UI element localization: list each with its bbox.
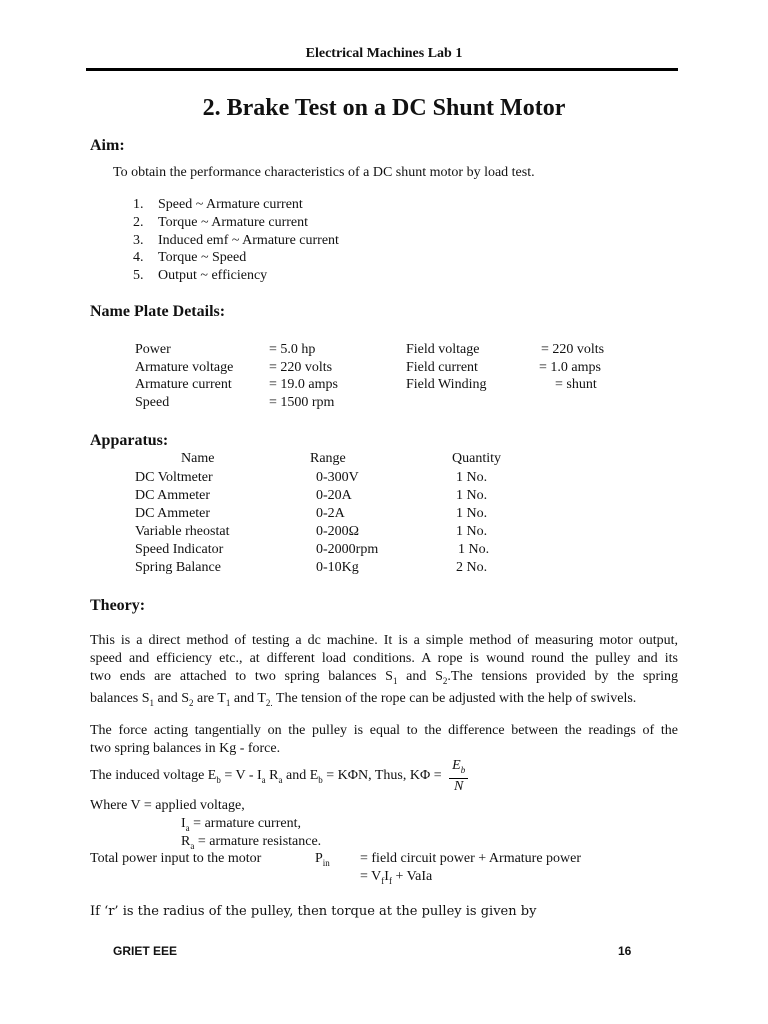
list-item: 3. Induced emf ~ Armature current: [133, 232, 339, 248]
apparatus-col-quantity: Quantity: [452, 451, 501, 466]
list-item: 1. Speed ~ Armature current: [133, 197, 303, 212]
list-item: 5. Output ~ efficiency: [133, 268, 268, 284]
table-cell: DC Ammeter: [135, 506, 211, 521]
header-rule: [86, 68, 678, 71]
table-cell: 1 No.: [458, 542, 490, 557]
apparatus-col-range: Range: [310, 451, 346, 466]
nameplate-heading: Name Plate Details:: [90, 303, 226, 320]
nameplate-right-labels: Field voltage Field current Field Winding: [406, 342, 487, 393]
table-cell: 1 No.: [456, 488, 488, 503]
table-cell: DC Ammeter: [135, 488, 211, 503]
theory-paragraph-2: The force acting tangentially on the pulley is equal to the difference between the readings of the two spring balances in Kg - force.: [90, 723, 678, 756]
table-cell: DC Voltmeter: [135, 470, 213, 485]
aim-list: [133, 196, 339, 285]
table-cell: 0-300V: [316, 470, 359, 485]
table-cell: Spring Balance: [135, 560, 221, 575]
fraction-eb-over-n: $\frac{E_b}{N}$: [449, 758, 468, 794]
list-item: 2. Torque ~ Armature current: [133, 214, 309, 230]
aim-heading: Aim:: [90, 137, 125, 154]
ia-definition: $I_a$ = armature current,: [181, 816, 301, 833]
ra-definition: $R_a$ = armature resistance.: [181, 834, 322, 851]
power-input-symbol: $P_{in}$: [315, 851, 330, 868]
table-cell: 1 No.: [456, 506, 488, 521]
apparatus-ranges: [316, 469, 378, 577]
nameplate-left-labels: Power Armature voltage Armature current Speed: [135, 342, 234, 410]
table-cell: 2 No.: [456, 560, 488, 575]
theory-paragraph-1: This is a direct method of testing a dc machine. It is a simple method of measuring motor output, speed and efficiency etc., at different load conditions. A rope is wound round the pulley and its two ends are attached to two spring balances $S_1$ and $S_2.The$ tensions provided by the spring balances $S_1$ and $S_2$ are $T_1$ and $T_{2.}$ The tension of the rope can be adjusted with the help of swivels.: [90, 633, 678, 708]
table-cell: 0-10Kg: [316, 560, 359, 575]
table-cell: 0-200Ω: [316, 524, 360, 539]
page-number: 16: [618, 944, 632, 958]
theory-heading: Theory:: [90, 597, 146, 614]
power-input-eq1: = field circuit power + Armature power: [360, 851, 582, 866]
footer-department: GRIET EEE: [113, 944, 178, 958]
apparatus-heading: Apparatus:: [90, 432, 169, 449]
table-cell: 0-20A: [316, 488, 352, 503]
where-line: Where V = applied voltage,: [90, 798, 245, 813]
induced-voltage-equation: The induced voltage $E_b = V - I_a$ $R_a$ and $E_b = K\Phi N$, Thus, KΦ = $\frac{E_b}{N}$: [90, 758, 468, 794]
power-input-eq2: = $V_fI_f$ + VaIa: [360, 869, 433, 886]
apparatus-col-name: Name: [181, 451, 215, 466]
torque-intro-line: If ‘r’ is the radius of the pulley, then torque at the pulley is given by: [90, 904, 537, 919]
table-cell: 1 No.: [456, 470, 488, 485]
apparatus-quantities: [456, 469, 489, 577]
table-cell: 0-2000rpm: [316, 542, 379, 557]
table-cell: 1 No.: [456, 524, 488, 539]
nameplate-left-values: = 5.0 hp = 220 volts = 19.0 amps = 1500 rpm: [269, 342, 338, 410]
running-header: Electrical Machines Lab 1: [305, 46, 463, 61]
page-title: 2. Brake Test on a DC Shunt Motor: [202, 95, 566, 121]
table-cell: Speed Indicator: [135, 542, 224, 557]
table-cell: Variable rheostat: [135, 524, 230, 539]
power-input-label: Total power input to the motor: [90, 851, 262, 866]
nameplate-right-values: = 220 volts = 1.0 amps = shunt: [539, 342, 605, 393]
list-item: 4. Torque ~ Speed: [133, 250, 247, 266]
apparatus-names: [135, 469, 229, 577]
aim-text: To obtain the performance characteristics of a DC shunt motor by load test.: [113, 165, 535, 180]
table-cell: 0-2A: [316, 506, 345, 521]
